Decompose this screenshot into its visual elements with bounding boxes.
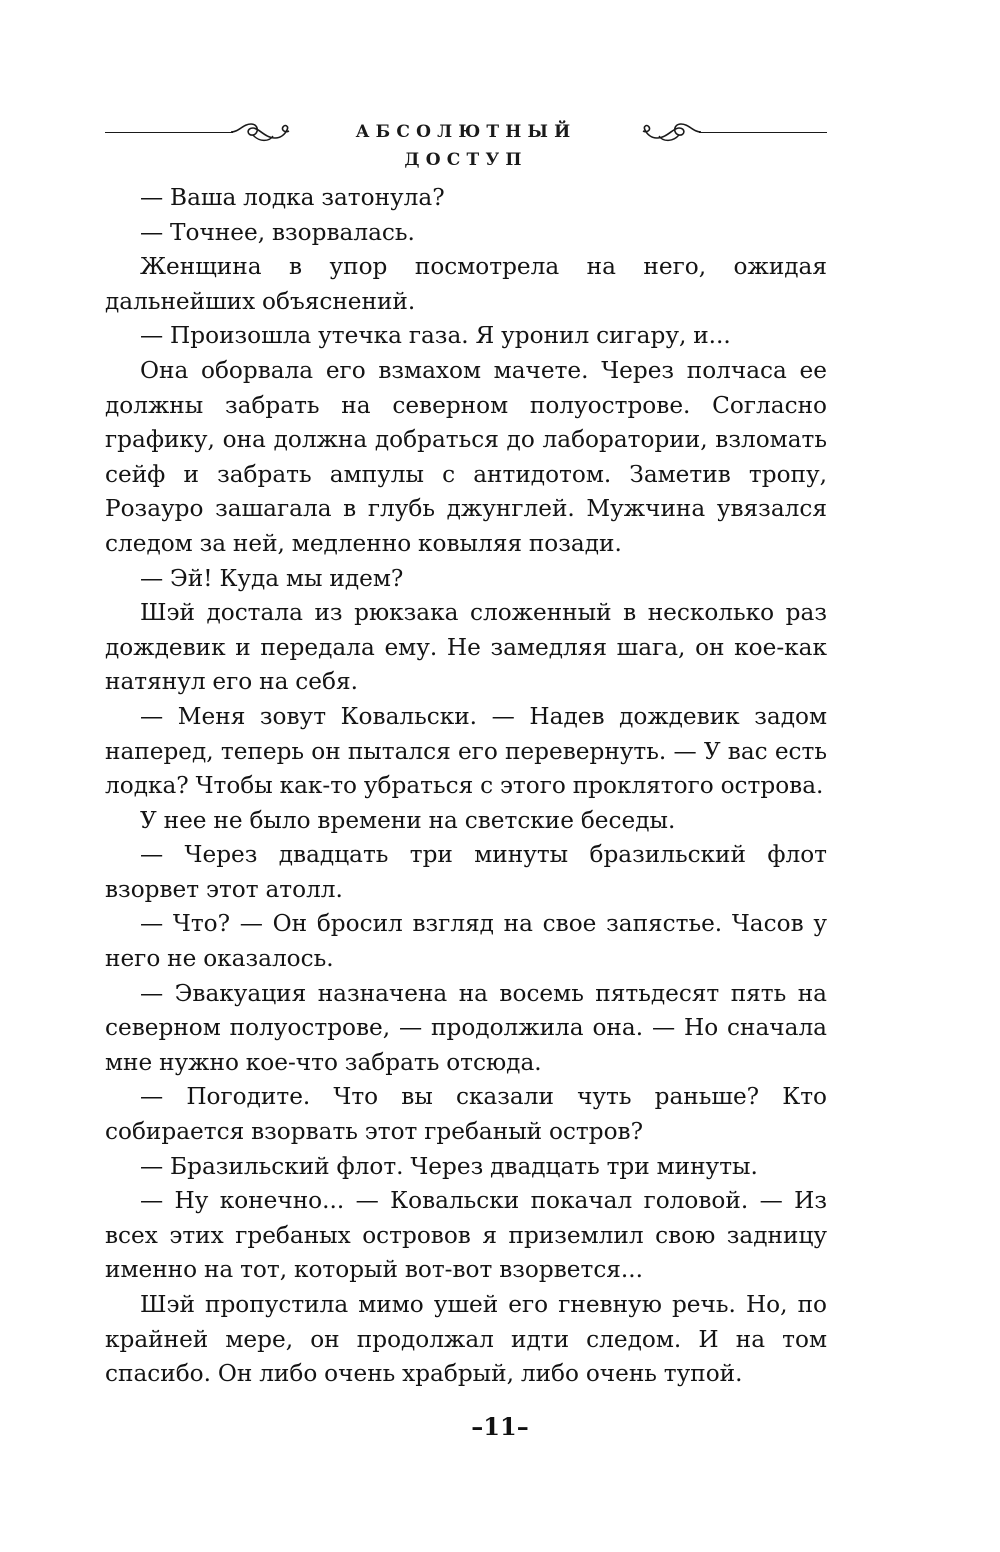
paragraph: — Эй! Куда мы идем? — [140, 564, 404, 592]
header-rule-left — [105, 132, 233, 133]
paragraph: Шэй достала из рюкзака сложенный в несколько раз дождевик и передала ему. Не замедляя шага, он кое-как натянул его на себя. — [105, 599, 827, 696]
flourish-right-icon — [639, 118, 703, 146]
paragraph: — Бразильский флот. Через двадцать три минуты. — [140, 1152, 758, 1180]
paragraph: Она оборвала его взмахом мачете. Через полчаса ее должны забрать на северном полуострове. Согласно графику, она должна добраться до лаборатории, взломать сейф и забрать ампулы с антидотом. Заметив тропу, Розауро зашагала в глубь джунглей. Мужчина увязался следом за ней, медленно ковыляя позади. — [105, 356, 827, 557]
paragraph: — Ваша лодка затонула? — [140, 184, 445, 211]
paragraph: У нее не было времени на светские беседы. — [140, 806, 676, 834]
running-title: АБСОЛЮТНЫЙ ДОСТУП — [355, 122, 577, 170]
paragraph: Женщина в упор посмотрела на него, ожидая дальнейших объяснений. — [105, 253, 827, 315]
paragraph: — Через двадцать три минуты бразильский флот взорвет этот атолл. — [105, 841, 827, 903]
paragraph: — Точнее, взорвалась. — [140, 218, 415, 246]
paragraph: — Меня зовут Ковальски. — Надев дождевик задом наперед, теперь он пытался его перевернуть. — У вас есть лодка? Чтобы как-то убраться с этого проклятого острова. — [105, 702, 827, 800]
page-number: –11– — [471, 1412, 529, 1441]
running-header — [105, 112, 827, 170]
paragraph: — Произошла утечка газа. Я уронил сигару, и... — [140, 322, 731, 350]
paragraph: — Ну конечно... — Ковальски покачал головой. — Из всех этих гребаных островов я приземлил свою задницу именно на тот, который вот-вот взорвется... — [105, 1187, 827, 1284]
paragraph: — Эвакуация назначена на восемь пятьдесят пять на северном полуострове, — продолжила она. — Но сначала мне нужно кое-что забрать отсюда. — [105, 979, 827, 1076]
paragraph: — Что? — Он бросил взгляд на свое запястье. Часов у него не оказалось. — [105, 910, 827, 973]
header-rule-right — [699, 132, 827, 133]
paragraph: Шэй пропустила мимо ушей его гневную речь. Но, по крайней мере, он продолжал идти следом. И на том спасибо. Он либо очень храбрый, либо очень тупой. — [105, 1291, 827, 1388]
body-text — [105, 181, 827, 1392]
flourish-left-icon — [229, 118, 293, 146]
paragraph: — Погодите. Что вы сказали чуть раньше? Кто собирается взорвать этот гребаный остров? — [105, 1083, 827, 1146]
